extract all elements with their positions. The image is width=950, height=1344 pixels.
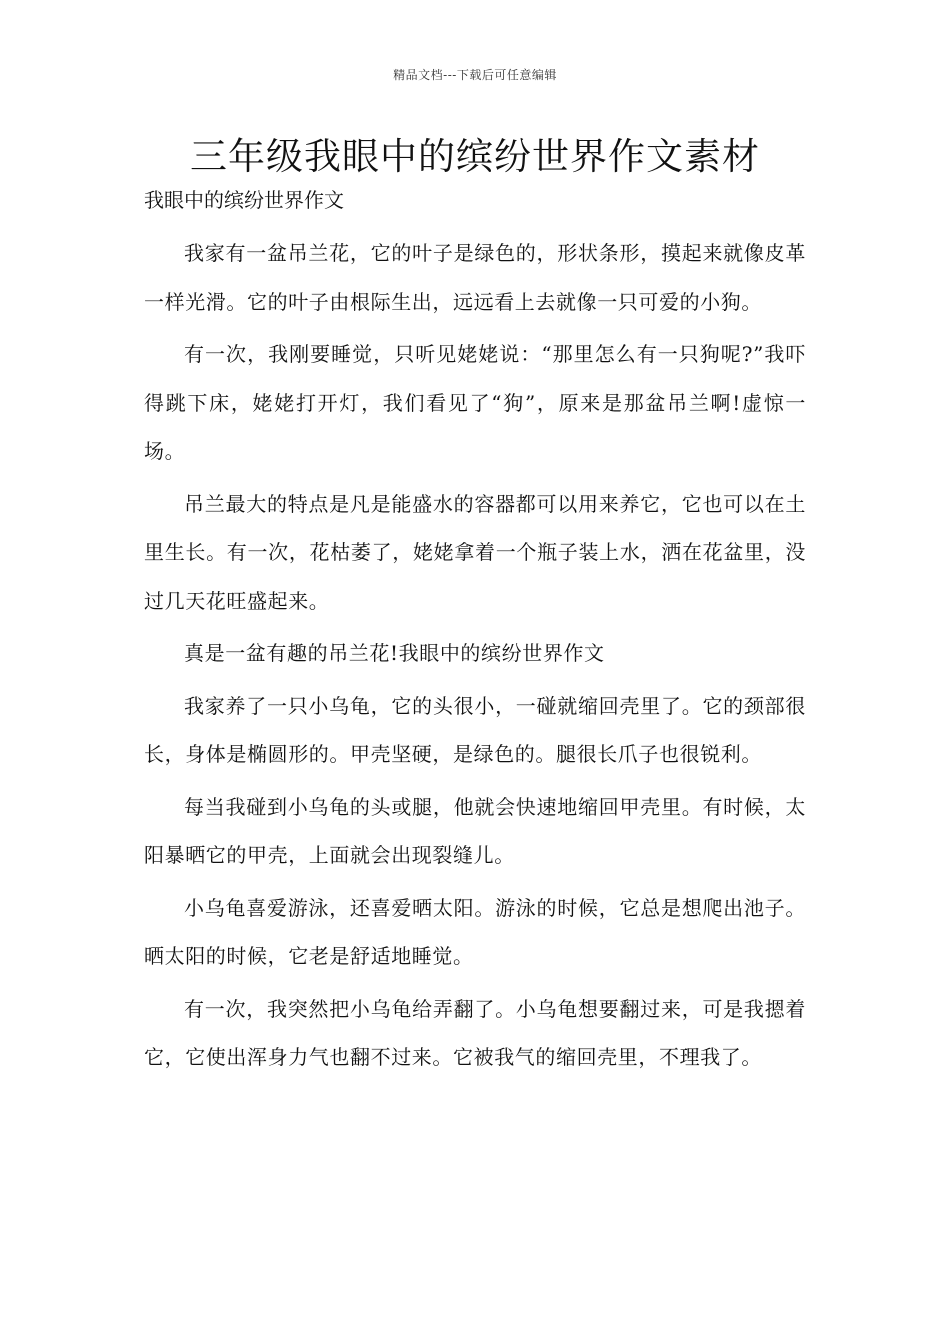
document-subtitle: 我眼中的缤纷世界作文 <box>144 188 344 212</box>
paragraph: 小乌龟喜爱游泳，还喜爱晒太阳。游泳的时候，它总是想爬出池子。晒太阳的时候，它老是舒适地睡觉。 <box>144 895 806 968</box>
paragraph: 每当我碰到小乌龟的头或腿，他就会快速地缩回甲壳里。有时候，太阳暴晒它的甲壳，上面就会出现裂缝儿。 <box>144 794 806 867</box>
document-title: 三年级我眼中的缤纷世界作文素材 <box>190 135 760 178</box>
paragraph: 真是一盆有趣的吊兰花!我眼中的缤纷世界作文 <box>184 641 605 665</box>
header-note: 精品文档---下载后可任意编辑 <box>393 68 557 82</box>
paragraph: 有一次，我刚要睡觉，只听见姥姥说：“那里怎么有一只狗呢?”我吓得跳下床，姥姥打开灯，我们看见了“狗”，原来是那盆吊兰啊!虚惊一场。 <box>144 342 806 463</box>
paragraph: 我家有一盆吊兰花，它的叶子是绿色的，形状条形，摸起来就像皮革一样光滑。它的叶子由根际生出，远远看上去就像一只可爱的小狗。 <box>144 241 806 314</box>
document-body <box>144 229 806 1082</box>
paragraph: 吊兰最大的特点是凡是能盛水的容器都可以用来养它，它也可以在土里生长。有一次，花枯萎了，姥姥拿着一个瓶子装上水，洒在花盆里，没过几天花旺盛起来。 <box>144 491 806 613</box>
paragraph: 有一次，我突然把小乌龟给弄翻了。小乌龟想要翻过来，可是我摁着它，它使出浑身力气也翻不过来。它被我气的缩回壳里，不理我了。 <box>144 996 806 1069</box>
paragraph: 我家养了一只小乌龟，它的头很小，一碰就缩回壳里了。它的颈部很长，身体是椭圆形的。甲壳坚硬，是绿色的。腿很长爪子也很锐利。 <box>144 693 806 766</box>
